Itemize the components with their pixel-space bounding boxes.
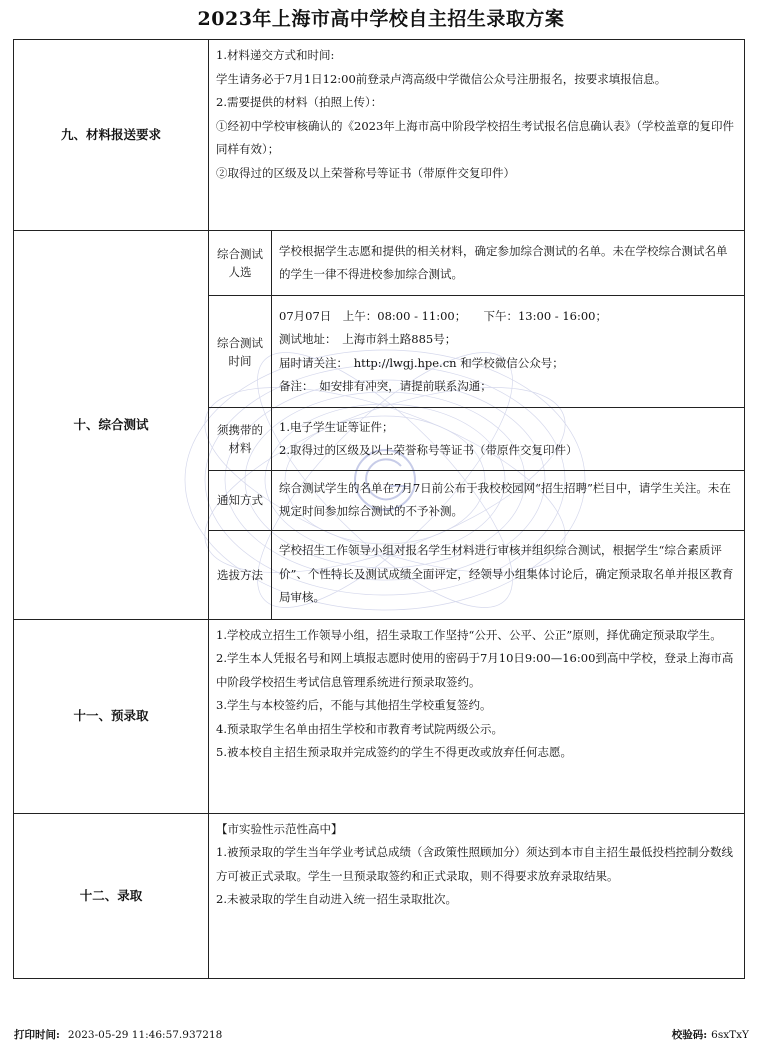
content-line: 07月07日 上午：08:00 - 11:00； 下午：13:00 - 16:00； (279, 308, 607, 323)
content-line: 届时请关注： http://lwgj.hpe.cn 和学校微信公众号； (279, 355, 564, 370)
sub-content (272, 408, 745, 471)
print-time-value: 2023-05-29 11:46:57.937218 (67, 1029, 223, 1041)
print-time (14, 1027, 222, 1042)
content-line: 4.预录取学生名单由招生学校和市教育考试院两级公示。 (216, 721, 503, 736)
content-line: 5.被本校自主招生预录取并完成签约的学生不得更改或放弃任何志愿。 (216, 745, 572, 760)
content-line: 1.材料递交方式和时间: (216, 48, 335, 62)
section-row-9 (14, 40, 745, 231)
page-title: 2023年上海市高中学校自主招生录取方案 (197, 8, 565, 30)
content-line: 3.学生与本校签约后，不能与其他招生学校重复签约。 (216, 698, 492, 713)
content-line: 学生请务必于7月1日12:00前登录卢湾高级中学微信公众号注册报名，按要求填报信息。 (216, 71, 667, 86)
content-line: 学校招生工作领导小组对报名学生材料进行审核并组织综合测试，根据学生“综合素质评价”、个性特长及测试成绩全面评定，经领导小组集体讨论后，确定预录取名单并报区教育局审核。 (279, 543, 734, 605)
content-line: ①经初中学校审核确认的《2023年上海市高中阶段学校招生考试报名信息确认表》（学校盖章的复印件同样有效）； (216, 118, 735, 156)
sub-label: 综合测试人选 (209, 231, 272, 296)
content-line: 1.学校成立招生工作领导小组，招生录取工作坚持“公开、公平、公正”原则，择优确定预录取学生。 (216, 627, 722, 642)
content-line: 2.取得过的区级及以上荣誉称号等证书（带原件交复印件） (279, 443, 578, 458)
content-line: 【市实验性示范性高中】 (216, 821, 343, 836)
section-label-12: 十二、录取 (14, 813, 209, 978)
sub-content (272, 296, 745, 408)
sub-label: 综合测试时间 (209, 296, 272, 408)
content-line: 2.需要提供的材料（拍照上传）： (216, 95, 383, 109)
section-content-9 (209, 40, 745, 231)
sub-label: 须携带的材料 (209, 408, 272, 471)
content-line: 2.未被录取的学生自动进入统一招生录取批次。 (216, 892, 457, 907)
content-line: 备注： 如安排有冲突，请提前联系沟通； (279, 379, 492, 394)
section-label-11: 十一、预录取 (14, 619, 209, 813)
content-line: 测试地址： 上海市斜土路885号； (279, 332, 457, 347)
content-line: 学校根据学生志愿和提供的相关材料，确定参加综合测试的名单。未在学校综合测试名单的学生一律不得进校参加综合测试。 (279, 243, 728, 282)
sub-content (272, 231, 745, 296)
content-line: 1.被预录取的学生当年学业考试总成绩（含政策性照顾加分）须达到本市自主招生最低投档控制分数线方可被正式录取。学生一旦预录取签约和正式录取，则不得要求放弃录取结果。 (216, 845, 733, 883)
verification-code-value: 6sxTxY (711, 1029, 749, 1041)
section-content-11 (209, 619, 745, 813)
sub-content (272, 530, 745, 619)
section-content-12 (209, 813, 745, 978)
verification-code-label: 校验码: (671, 1029, 708, 1041)
content-line: ②取得过的区级及以上荣誉称号等证书（带原件交复印件） (216, 165, 515, 180)
section-row-11 (14, 619, 745, 813)
sub-label: 通知方式 (209, 471, 272, 530)
section-row-12 (14, 813, 745, 978)
section-label-10: 十、综合测试 (14, 231, 209, 619)
admission-table (13, 39, 745, 979)
section-row-10 (14, 231, 745, 296)
content-line: 2.学生本人凭报名号和网上填报志愿时使用的密码于7月10日9:00—16:00到高中学校，登录上海市高中阶段学校招生考试信息管理系统进行预录取签约。 (216, 651, 734, 689)
sub-label: 选拔方法 (209, 530, 272, 619)
content-line: 1.电子学生证等证件； (279, 419, 394, 434)
content-line: 综合测试学生的名单在7月7日前公布于我校校园网“招生招聘”栏目中，请学生关注。未在规定时间参加综合测试的不予补测。 (279, 480, 731, 519)
section-label-9: 九、材料报送要求 (14, 40, 209, 231)
print-time-label: 打印时间: (14, 1029, 60, 1041)
verification-code (672, 1027, 749, 1042)
sub-content (272, 471, 745, 530)
